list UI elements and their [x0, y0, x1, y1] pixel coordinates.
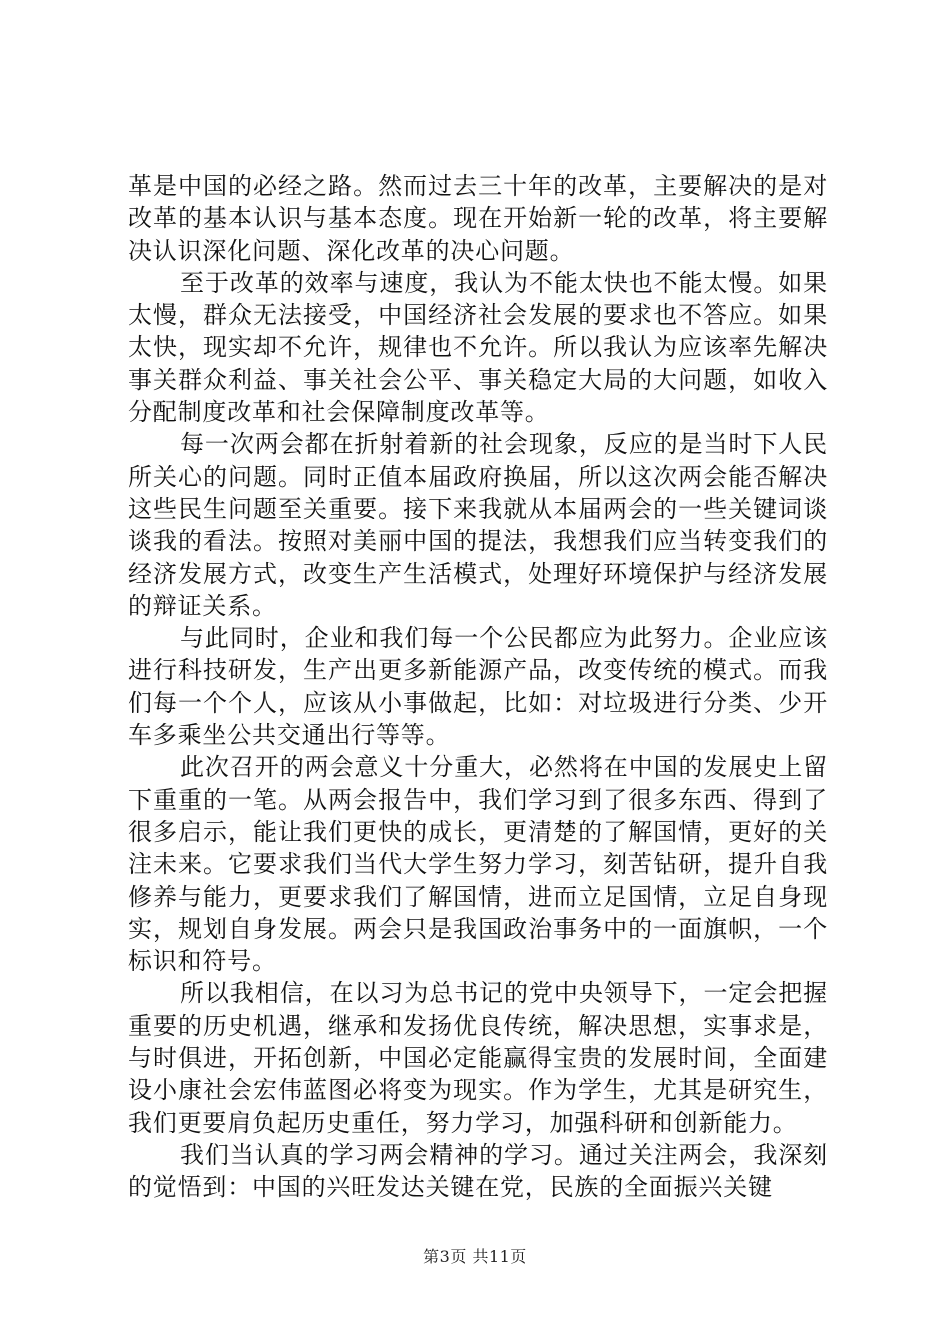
- paragraph-5: 此次召开的两会意义十分重大，必然将在中国的发展史上留下重重的一笔。从两会报告中，我们学习到了很多东西、得到了很多启示，能让我们更快的成长，更清楚的了解国情，更好的关注未来。它要求我们当代大学生努力学习，刻苦钻研，提升自我修养与能力，更要求我们了解国情，进而立足国情，立足自身现实，规划自身发展。两会只是我国政治事务中的一面旗帜，一个标识和符号。: [128, 753, 828, 976]
- paragraph-3: 每一次两会都在折射着新的社会现象，反应的是当时下人民所关心的问题。同时正值本届政府换届，所以这次两会能否解决这些民生问题至关重要。接下来我就从本届两会的一些关键词谈谈我的看法。按照对美丽中国的提法，我想我们应当转变我们的经济发展方式，改变生产生活模式，处理好环境保护与经济发展的辩证关系。: [128, 430, 828, 620]
- paragraph-7: 我们当认真的学习两会精神的学习。通过关注两会，我深刻的觉悟到：中国的兴旺发达关键在党，民族的全面振兴关键: [128, 1140, 828, 1202]
- paragraph-1: 革是中国的必经之路。然而过去三十年的改革，主要解决的是对改革的基本认识与基本态度。现在开始新一轮的改革，将主要解决认识深化问题、深化改革的决心问题。: [128, 172, 828, 265]
- paragraph-6: 所以我相信，在以习为总书记的党中央领导下，一定会把握重要的历史机遇，继承和发扬优良传统，解决思想，实事求是，与时俱进，开拓创新，中国必定能赢得宝贵的发展时间，全面建设小康社会宏伟蓝图必将变为现实。作为学生，尤其是研究生，我们更要肩负起历史重任，努力学习，加强科研和创新能力。: [128, 979, 828, 1137]
- paragraph-2: 至于改革的效率与速度，我认为不能太快也不能太慢。如果太慢，群众无法接受，中国经济社会发展的要求也不答应。如果太快，现实却不允许，规律也不允许。所以我认为应该率先解决事关群众利益、事关社会公平、事关稳定大局的大问题，如收入分配制度改革和社会保障制度改革等。: [128, 268, 828, 427]
- document-body: [128, 170, 828, 1204]
- page-number-footer: 第3页 共11页: [423, 1247, 527, 1266]
- paragraph-4: 与此同时，企业和我们每一个公民都应为此努力。企业应该进行科技研发，生产出更多新能源产品，改变传统的模式。而我们每一个个人，应该从小事做起，比如：对垃圾进行分类、少开车多乘坐公共交通出行等等。: [128, 624, 828, 750]
